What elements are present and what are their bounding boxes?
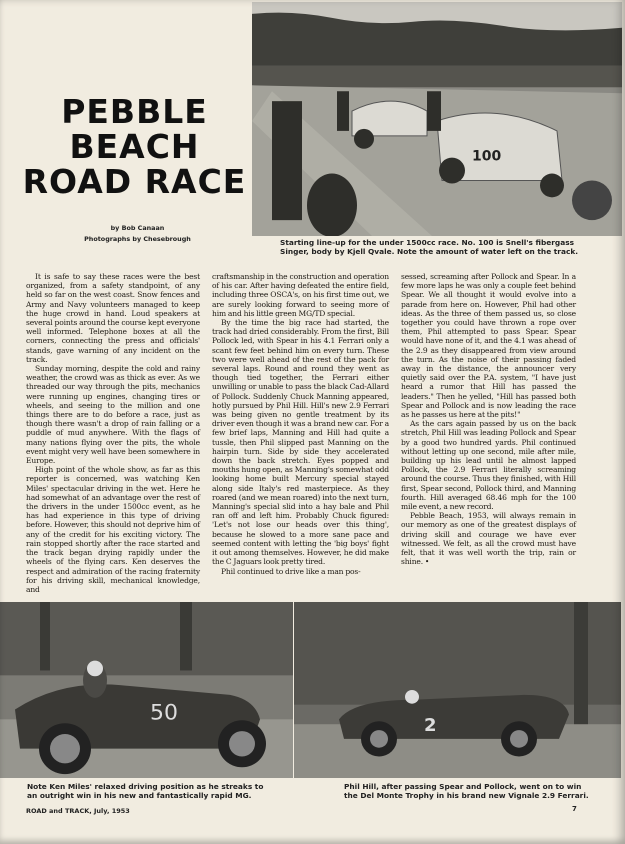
starting-lineup-photo [252,2,622,236]
bottom-right-caption-line-2: the Del Monte Trophy in his brand new Vignale 2.9 Ferrari. [344,791,589,800]
title-line-2: BEACH [69,127,200,166]
paragraph: sessed, screaming after Pollock and Spear. In a few more laps he was only a couple feet behind Spear. We all thought it would evolve into a parade from here on. However, Phil had other ideas. As the three of them passed us, so close together you could have thrown a rope over them, Phil attempted to pass Spear. Spear would have none of it, and the 4.1 was ahead of the 2.9 as they disappeared from view around the turn. As the noise of their passing faded away in the distance, the announcer very quietly said over the P.A. system, "I have just heard a rumor that Hill has passed the leaders." Then he yelled, "Hill has passed both Spear and Pollock and is now leading the race as he passes us here at the pits!" [401,272,576,420]
paragraph: As the cars again passed by us on the back stretch, Phil Hill was leading Pollock and Spear by a good two hundred yards. Phil continued without letting up one second, mile after mile, building up his lead until he almost lapped Pollock, the 2.9 Ferrari literally screaming around the course. Thus they finished, with Hill first, Spear second, Pollock third, and Manning fourth. Hill averaged 68.46 mph for the 100 mile event, a new record. [401,419,576,512]
bottom-left-caption-line-2: an outright win in his new and fantastically rapid MG. [27,791,252,800]
title-line-1: PEBBLE [61,92,208,131]
top-photo-caption [280,238,620,256]
paragraph: It is safe to say these races were the best organized, from a safety standpoint, of any held so far on the west coast. Snow fences and Army and Navy volunteers managed to keep the huge crowd in hand. Loud speakers at several points around the course kept everyone well informed. Telephone boxes at all the corners, connecting the press and officials' stands, gave warning of any incident on the track. [26,272,200,364]
paragraph: Phil continued to drive like a man pos- [221,566,361,576]
article-title [22,94,247,199]
paragraph: High point of the whole show, as far as this reporter is concerned, was watching Ken Miles' spectacular driving in the wet. Here he had somewhat of an advantage over the rest of the drivers in the under 1500cc event, as he has had experience in this type of driving before. However, this should not deprive him of any of the credit for his exciting victory. The rain stopped shortly after the race started and the track began drying rapidly under the wheels of the flying cars. Ken deserves the respect and admiration of the racing fraternity for his driving skill, mechanical knowledge, and [26,465,200,594]
paragraph: Pebble Beach, 1953, will always remain in our memory as one of the greatest displays of driving skill and courage we have ever witnessed. We felt, as all the crowd must have felt, that it was well worth the trip, rain or shine. • [401,511,576,567]
ken-miles-photo [0,602,293,778]
publication-footer: ROAD and TRACK, July, 1953 [26,807,130,815]
body-column-3 [401,272,576,567]
body-column-2 [212,272,389,576]
car-number-2: 2 [424,715,437,737]
car-number-100: 100 [472,148,502,165]
title-line-3: ROAD RACE [22,162,247,201]
bottom-right-caption-line-1: Phil Hill, after passing Spear and Pollock, went on to win [344,782,582,791]
car-number-50: 50 [149,700,178,726]
author-byline: by Bob Canaan [110,224,165,232]
phil-hill-photo [294,602,621,778]
paragraph: By the time the big race had started, the track had dried considerably. From the first, Bill Pollock led, with Spear in his 4.1 Ferrari only a scant few feet behind him on every turn. These two were well ahead of the rest of the pack for several laps. Round and round they went as though tied together, the Ferrari either unwilling or unable to pass the black Cad-Allard of Pollock. Suddenly Chuck Manning appeared, hotly pursued by Phil Hill. Hill's new 2.9 Ferrari was being given no gentle treatment by its driver even though it was a brand new car. For a few brief laps, Manning and Hill had quite a tussle, then Phil slipped past Manning on the hairpin turn. Side by side they accelerated down the back stretch. Eyes popped and mouths hung open, as Manning's somewhat odd looking home built Mercury special stayed along side Italy's red masterpiece. As they roared (and we mean roared) into the next turn, Manning's special slid into a hay bale and Phil ran off and left him. Probably Chuck figured: 'Let's not lose our heads over this thing', because he slowed to a more sane pace and seemed content with letting the 'big boys' fight it out among themselves. However, he did make the C Jaguars look pretty tired. [212,318,389,567]
bottom-right-caption [344,782,620,800]
paragraph: craftsmanship in the construction and operation of his car. After having defeated the entire field, including three OSCA's, on his first time out, we are surely looking forward to seeing more of him and his little green MG/TD special. [212,272,389,318]
bottom-left-caption [27,782,287,800]
top-caption-line-1: Starting line-up for the under 1500cc race. No. 100 is Snell's fibergass [280,238,575,247]
top-caption-line-2: Singer, body by Kjell Qvale. Note the amount of water left on the track. [280,247,579,256]
page-number: 7 [572,805,577,813]
photo-credit: Photographs by Chesebrough [84,235,191,243]
paragraph: Sunday morning, despite the cold and rainy weather, the crowd was as thick as ever. As we threaded our way through the pits, mechanics were running up engines, changing tires or wheels, and seeing to the million and one things there are to do before a race, just as though there wasn't a drop of rain falling or a puddle of mud anywhere. With the flags of many nations flying over the pits, the whole event might very well have been somewhere in Europe. [26,364,200,466]
byline-block [30,223,245,245]
body-column-1 [26,272,200,594]
bottom-left-caption-line-1: Note Ken Miles' relaxed driving position as he streaks to [27,782,264,791]
